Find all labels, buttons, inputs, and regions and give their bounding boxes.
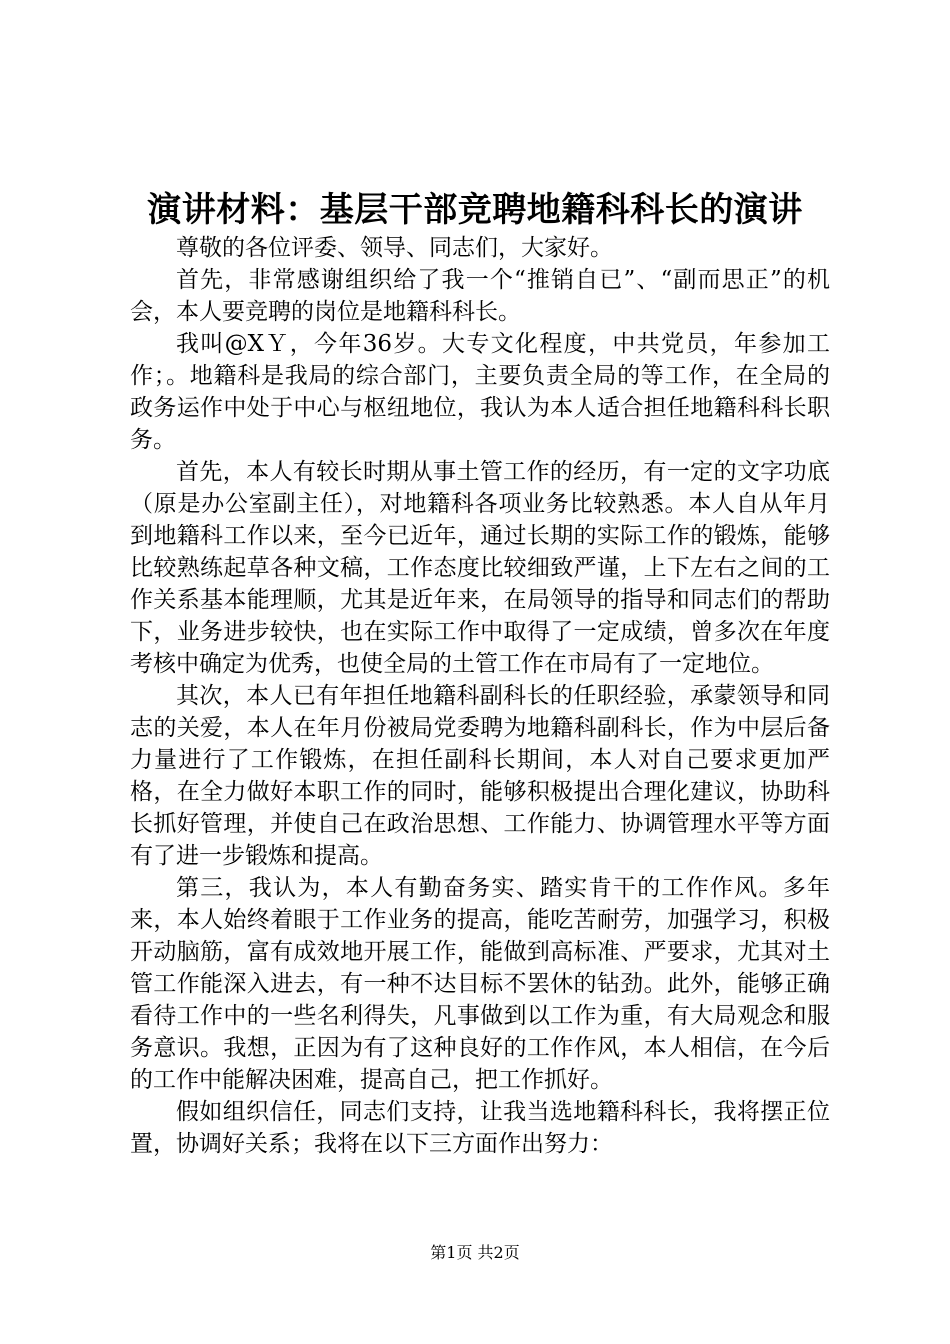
paragraph-commitment: 假如组织信任，同志们支持，让我当选地籍科科长，我将摆正位置，协调好关系；我将在以下三方面作出努力： [130,1099,830,1157]
paragraph-self-introduction: 我叫@XＹ，今年36岁。大专文化程度，中共党员，年参加工作；。地籍科是我局的综合部门，主要负责全局的等工作，在全局的政务运作中处于中心与枢纽地位，我认为本人适合担任地籍科科长职务。 [130,331,830,453]
paragraph-greeting: 尊敬的各位评委、领导、同志们，大家好。 [176,235,613,261]
page-number-footer: 第1页 共2页 [430,1243,520,1262]
paragraph-second-point: 其次，本人已有年担任地籍科副科长的任职经验，承蒙领导和同志的关爱，本人在年月份被局党委聘为地籍科副科长，作为中层后备力量进行了工作锻炼，在担任副科长期间，本人对自己要求更加严格，在全力做好本职工作的同时，能够积极提出合理化建议，协助科长抓好管理，并使自己在政治思想、工作能力、协调管理水平等方面有了进一步锻炼和提高。 [130,683,830,869]
document-title: 演讲材料：基层干部竞聘地籍科科长的演讲 [147,190,803,230]
paragraph-first-point: 首先，本人有较长时期从事土管工作的经历，有一定的文字功底（原是办公室副主任），对地籍科各项业务比较熟悉。本人自从年月到地籍科工作以来，至今已近年，通过长期的实际工作的锻炼，能够比较熟练起草各种文稿，工作态度比较细致严谨，上下左右之间的工作关系基本能理顺，尤其是近年来，在局领导的指导和同志们的帮助下，业务进步较快，也在实际工作中取得了一定成绩，曾多次在年度考核中确定为优秀，也使全局的土管工作在市局有了一定地位。 [130,459,830,677]
paragraph-intro: 首先，非常感谢组织给了我一个“推销自已”、“副而思正”的机会，本人要竞聘的岗位是地籍科科长。 [130,267,830,325]
document-body [130,232,830,1160]
paragraph-third-point: 第三，我认为，本人有勤奋务实、踏实肯干的工作作风。多年来，本人始终着眼于工作业务的提高，能吃苦耐劳，加强学习，积极开动脑筋，富有成效地开展工作，能做到高标准、严要求，尤其对土管工作能深入进去，有一种不达目标不罢休的钻劲。此外，能够正确看待工作中的一些名利得失，凡事做到以工作为重，有大局观念和服务意识。我想，正因为有了这种良好的工作作风，本人相信，在今后的工作中能解决困难，提高自己，把工作抓好。 [130,875,830,1093]
